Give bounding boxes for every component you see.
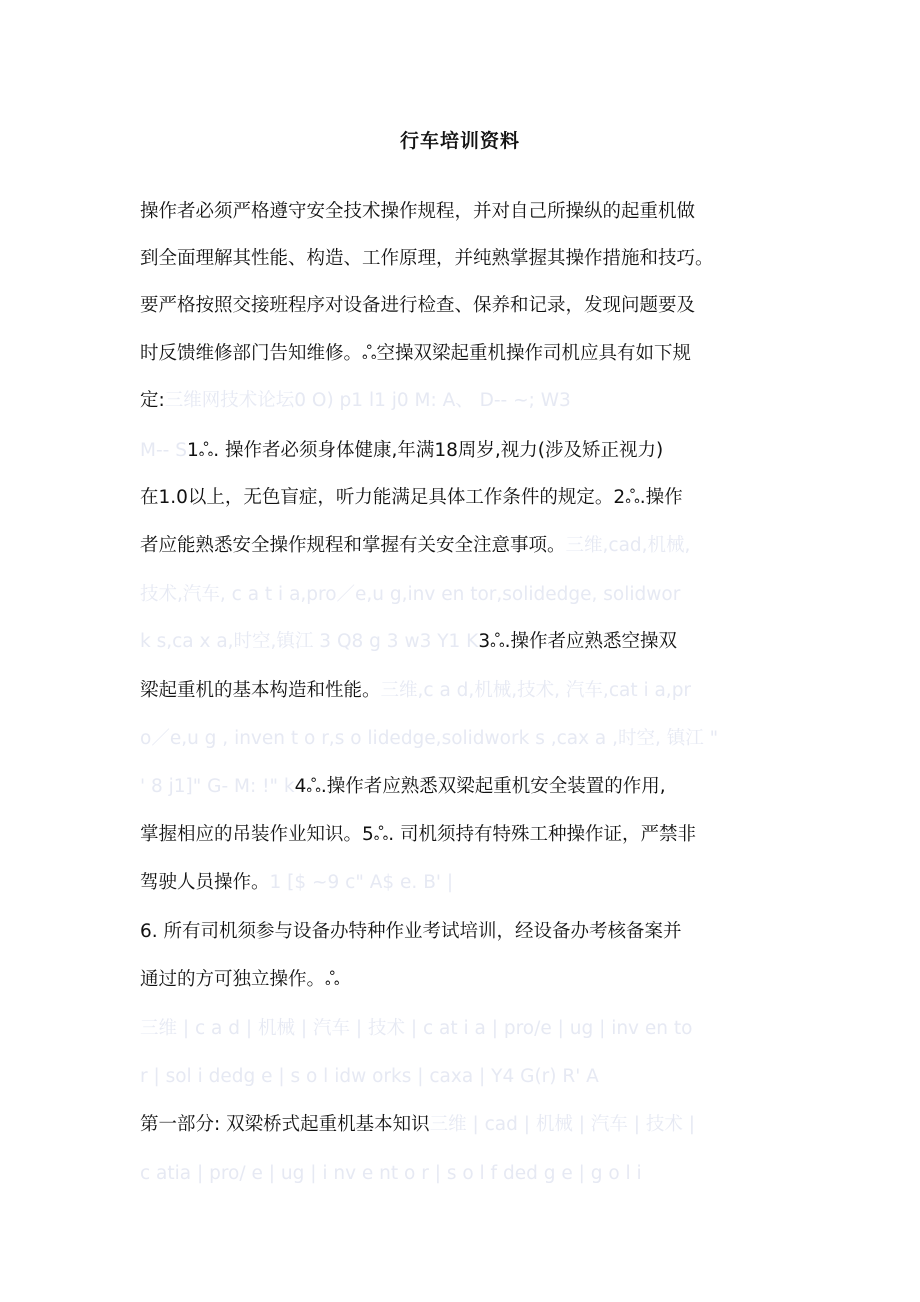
paragraph-line xyxy=(140,244,790,274)
body-text: 要严格按照交接班程序对设备进行检查、保养和记录，发现问题要及 xyxy=(140,295,696,316)
watermark-text: M-- S xyxy=(140,440,187,461)
watermark-text: 三维,c a d,机械,技术, 汽车,cat i a,pr xyxy=(380,680,692,701)
paragraph-line xyxy=(140,531,790,561)
body-text: 1ஃ. 操作者必须身体健康,年满18周岁,视力(涉及矫正视力) xyxy=(186,440,664,461)
paragraph-line xyxy=(140,965,790,995)
paragraph-line xyxy=(140,1159,790,1189)
paragraph-line xyxy=(140,627,790,657)
paragraph-line xyxy=(140,772,790,802)
paragraph-line xyxy=(140,820,790,850)
watermark-text: 三维 | c a d | 机械 | 汽车 | 技术 | c at i a | pro/e | ug | inv en to xyxy=(140,1018,693,1039)
body-text: 时反馈维修部门告知维修。ஃ空操双梁起重机操作司机应具有如下规 xyxy=(140,343,692,364)
document-title: 行车培训资料 xyxy=(399,130,520,152)
watermark-text: c atia | pro/ e | ug | i nv e nt o r | s o l f ded g e | g o l i xyxy=(140,1163,642,1184)
paragraph-line xyxy=(140,868,790,898)
section-heading: 第一部分: 双梁桥式起重机基本知识 xyxy=(140,1114,430,1135)
paragraph-line xyxy=(140,917,790,947)
body-text: 定: xyxy=(140,390,165,411)
body-text: 掌握相应的吊装作业知识。5ஃ. 司机须持有特殊工种操作证，严禁非 xyxy=(140,824,697,845)
body-text: 到全面理解其性能、构造、工作原理，并纯熟掌握其操作措施和技巧。 xyxy=(140,248,714,269)
paragraph-line xyxy=(140,676,790,706)
watermark-text: 三维网技术论坛0 O) p1 l1 j0 M: A、 D-- ~; W3 xyxy=(164,390,571,411)
watermark-text: 三维,cad,机械, xyxy=(565,535,691,556)
body-text: 通过的方可独立操作。ஃ xyxy=(140,969,340,990)
watermark-text: r | sol i dedg e | s o l idw orks | caxa | Y4 G(r) R' A xyxy=(140,1066,599,1087)
body-text: 驾驶人员操作。 xyxy=(140,872,270,893)
watermark-text: ' 8 j1]" G- M: !" k xyxy=(140,776,295,797)
body-text: 3ஃ.操作者应熟悉空操双 xyxy=(478,631,677,652)
paragraph-line xyxy=(140,291,790,321)
watermark-text: 三维 | cad | 机械 | 汽车 | 技术 | xyxy=(429,1114,695,1135)
paragraph-line xyxy=(140,197,790,227)
paragraph-line xyxy=(140,1062,790,1092)
paragraph-line xyxy=(140,580,790,610)
paragraph-line xyxy=(140,386,790,416)
paragraph-line xyxy=(140,1014,790,1044)
body-text: 在1.0以上，无色盲症，听力能满足具体工作条件的规定。2ஃ.操作 xyxy=(140,487,683,508)
watermark-text: 1 [$ ~9 c" A$ e. B' | xyxy=(269,872,454,893)
paragraph-line xyxy=(140,483,790,513)
watermark-text: 技术,汽车, c a t i a,pro／e,u g,inv en tor,solidedge, solidwor xyxy=(140,584,681,605)
body-text: 者应能熟悉安全操作规程和掌握有关安全注意事项。 xyxy=(140,535,566,556)
paragraph-line xyxy=(140,339,790,369)
section-heading-line xyxy=(140,1110,790,1140)
body-text: 6. 所有司机须参与设备办特种作业考试培训，经设备办考核备案并 xyxy=(140,921,682,942)
body-text: 操作者必须严格遵守安全技术操作规程，并对自己所操纵的起重机做 xyxy=(140,201,696,222)
body-text: 梁起重机的基本构造和性能。 xyxy=(140,680,381,701)
watermark-text: k s,ca x a,时空,镇江 3 Q8 g 3 w3 Y1 K xyxy=(140,631,479,652)
paragraph-line xyxy=(140,436,790,466)
paragraph-line xyxy=(140,724,790,754)
watermark-text: o／e,u g , inven t o r,s o lidedge,solidwork s ,cax a ,时空, 镇江 " xyxy=(140,728,719,749)
body-text: 4ஃ.操作者应熟悉双梁起重机安全装置的作用, xyxy=(294,776,666,797)
